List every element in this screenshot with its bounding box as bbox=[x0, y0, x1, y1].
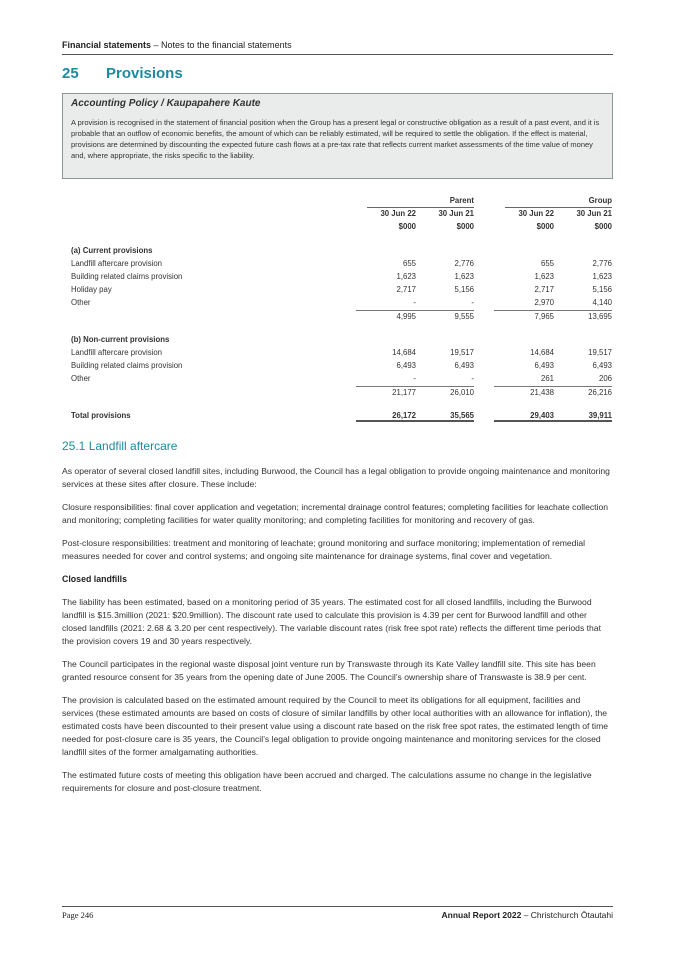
cell: 655 bbox=[402, 259, 416, 269]
cell: 1,623 bbox=[454, 271, 474, 281]
provisions-table bbox=[62, 196, 613, 424]
cell: 6,493 bbox=[396, 360, 416, 370]
row-label: Building related claims provision bbox=[71, 360, 183, 370]
cell: 5,156 bbox=[592, 284, 612, 294]
cell: 19,517 bbox=[450, 347, 474, 357]
table-row bbox=[62, 361, 613, 374]
header-section: Financial statements bbox=[62, 40, 152, 50]
paragraph: As operator of several closed landfill sites, including Burwood, the Council has a legal obligation to provide ongoing maintenance and monitoring services at these sites after closure. These include: bbox=[62, 466, 610, 489]
report-location: – Christchurch Ōtautahi bbox=[521, 910, 613, 920]
col-date: 30 Jun 22 bbox=[380, 208, 416, 218]
subtotal-cell: 26,216 bbox=[552, 386, 612, 397]
group-group: Group bbox=[588, 196, 612, 205]
noncurrent-subtotal-row bbox=[62, 386, 613, 399]
col-date: 30 Jun 21 bbox=[438, 208, 474, 218]
section-heading bbox=[62, 65, 183, 82]
subtotal-cell: 21,438 bbox=[494, 386, 554, 397]
cell: - bbox=[471, 373, 474, 383]
col-unit: $000 bbox=[594, 221, 612, 231]
cell: - bbox=[413, 297, 416, 307]
cell: 5,156 bbox=[454, 284, 474, 294]
cell: 1,623 bbox=[592, 271, 612, 281]
paragraph: Post-closure responsibilities: treatment and monitoring of leachate; ground monitoring and surface monitoring; implementation of remedial measures needed for cover and control systems; and ongoing site maintenance for drainage systems, final cover and vegetation. bbox=[62, 538, 586, 561]
table-row bbox=[62, 272, 613, 285]
cell: - bbox=[413, 373, 416, 383]
table-unit-header bbox=[62, 222, 613, 235]
paragraph: Closure responsibilities: final cover application and vegetation; incremental drainage control features; completing facilities for leachate collection and monitoring; completing facilities for water quality monitoring; and completing facilities for monitoring and recovery of gas. bbox=[62, 502, 609, 525]
cell: - bbox=[471, 297, 474, 307]
row-label: Building related claims provision bbox=[71, 271, 183, 281]
page-number: Page 246 bbox=[62, 910, 94, 920]
total-cell: 39,911 bbox=[552, 411, 612, 422]
subtotal-cell: 7,965 bbox=[494, 310, 554, 321]
current-provisions-title bbox=[62, 246, 613, 259]
current-subtotal-row bbox=[62, 310, 613, 323]
table-date-header bbox=[62, 209, 613, 222]
report-name: Annual Report 2022 bbox=[441, 910, 522, 920]
cell: 4,140 bbox=[592, 297, 612, 307]
col-unit: $000 bbox=[398, 221, 416, 231]
subtotal-cell: 26,010 bbox=[414, 386, 474, 397]
paragraph: The liability has been estimated, based on a monitoring period of 35 years. The estimated cost for all closed landfills, including the Burwood landfill is $15.3million (2021: $20.9million). The discount rate used to calculate this provision is 4.39 per cent for Burwood landfill and other closed landfills (2021: 2.68 & 3.20 per cent respectively). The variable discount rates (risk free spot rate) reflects the different time periods that the provision covers 19 and 30 years respectively. bbox=[62, 597, 601, 646]
row-label: Total provisions bbox=[71, 411, 131, 421]
section-label: (a) Current provisions bbox=[71, 246, 153, 256]
col-date: 30 Jun 21 bbox=[576, 208, 612, 218]
table-row bbox=[62, 285, 613, 298]
closed-landfills-heading: Closed landfills bbox=[62, 574, 128, 584]
table-row bbox=[62, 374, 613, 387]
cell: 1,623 bbox=[534, 271, 554, 281]
running-header bbox=[62, 40, 613, 55]
total-cell: 26,172 bbox=[356, 411, 416, 422]
subtotal-cell: 13,695 bbox=[552, 310, 612, 321]
policy-text: A provision is recognised in the statement of financial position when the Group has a present legal or constructive obligation as a result of a past event, and it is probable that an outflow of economic benefits, the amount of which can be reliably estimated, will be required to settle the obligation. If the effect is material, provisions are determined by discounting the expected future cash flows at a pre-tax rate that reflects current market assessments of the time value of money and, where appropriate, the risks specific to the liability. bbox=[71, 118, 600, 160]
total-cell: 29,403 bbox=[494, 411, 554, 422]
cell: 2,717 bbox=[396, 284, 416, 294]
table-row bbox=[62, 348, 613, 361]
total-cell: 35,565 bbox=[414, 411, 474, 422]
page-footer bbox=[62, 906, 613, 920]
cell: 6,493 bbox=[454, 360, 474, 370]
row-label: Landfill aftercare provision bbox=[71, 259, 163, 269]
cell: 655 bbox=[540, 259, 554, 269]
cell: 19,517 bbox=[588, 347, 612, 357]
section-label: (b) Non-current provisions bbox=[71, 335, 170, 345]
row-label: Other bbox=[71, 373, 91, 383]
cell: 2,717 bbox=[534, 284, 554, 294]
cell: 14,684 bbox=[530, 347, 554, 357]
row-label: Other bbox=[71, 297, 91, 307]
cell: 6,493 bbox=[534, 360, 554, 370]
table-row bbox=[62, 298, 613, 311]
row-label: Holiday pay bbox=[71, 284, 112, 294]
cell: 2,776 bbox=[454, 259, 474, 269]
subtotal-cell: 21,177 bbox=[356, 386, 416, 397]
total-provisions-row bbox=[62, 411, 613, 424]
report-title bbox=[442, 910, 613, 920]
paragraph: The provision is calculated based on the estimated amount required by the Council to meet its obligations for all equipment, facilities and services (these estimated amounts are based on costs of closure of similar landfills by other local authorities with an allowance for inflation), the estimated costs have been discounted to their present value using a discount rate based on the risk free spot rates, the estimated length of time needed for post-closure care is 35 years, the Council’s legal obligation to provide ongoing maintenance and monitoring services for the closed landfill sites of the former amalgamating authorities. bbox=[62, 695, 609, 757]
table-row bbox=[62, 259, 613, 272]
cell: 1,623 bbox=[396, 271, 416, 281]
noncurrent-provisions-title bbox=[62, 335, 613, 348]
landfill-body bbox=[62, 465, 613, 805]
section-number: 25 bbox=[62, 65, 79, 82]
cell: 206 bbox=[598, 373, 612, 383]
col-date: 30 Jun 22 bbox=[518, 208, 554, 218]
cell: 261 bbox=[540, 373, 554, 383]
paragraph: The Council participates in the regional waste disposal joint venture run by Transwaste through its Kate Valley landfill site. This site has been granted resource consent for 35 years from the opening date of June 2005. The Council’s ownership share of Transwaste is 38.9 per cent. bbox=[62, 659, 596, 682]
accounting-policy-box bbox=[62, 93, 613, 179]
subsection-heading: 25.1 Landfill aftercare bbox=[62, 439, 178, 453]
col-unit: $000 bbox=[536, 221, 554, 231]
header-subsection: – Notes to the financial statements bbox=[151, 40, 292, 50]
policy-title: Accounting Policy / Kaupapahere Kaute bbox=[71, 98, 261, 109]
table-group-header bbox=[62, 196, 613, 209]
col-unit: $000 bbox=[456, 221, 474, 231]
cell: 2,776 bbox=[592, 259, 612, 269]
row-label: Landfill aftercare provision bbox=[71, 347, 163, 357]
section-title: Provisions bbox=[106, 65, 183, 82]
cell: 14,684 bbox=[392, 347, 416, 357]
paragraph: The estimated future costs of meeting this obligation have been accrued and charged. The calculations assume no change in the legislative requirements for closure and post-closure treatment. bbox=[62, 770, 592, 793]
subtotal-cell: 9,555 bbox=[414, 310, 474, 321]
cell: 2,970 bbox=[534, 297, 554, 307]
group-parent: Parent bbox=[449, 196, 474, 205]
cell: 6,493 bbox=[592, 360, 612, 370]
subtotal-cell: 4,995 bbox=[356, 310, 416, 321]
